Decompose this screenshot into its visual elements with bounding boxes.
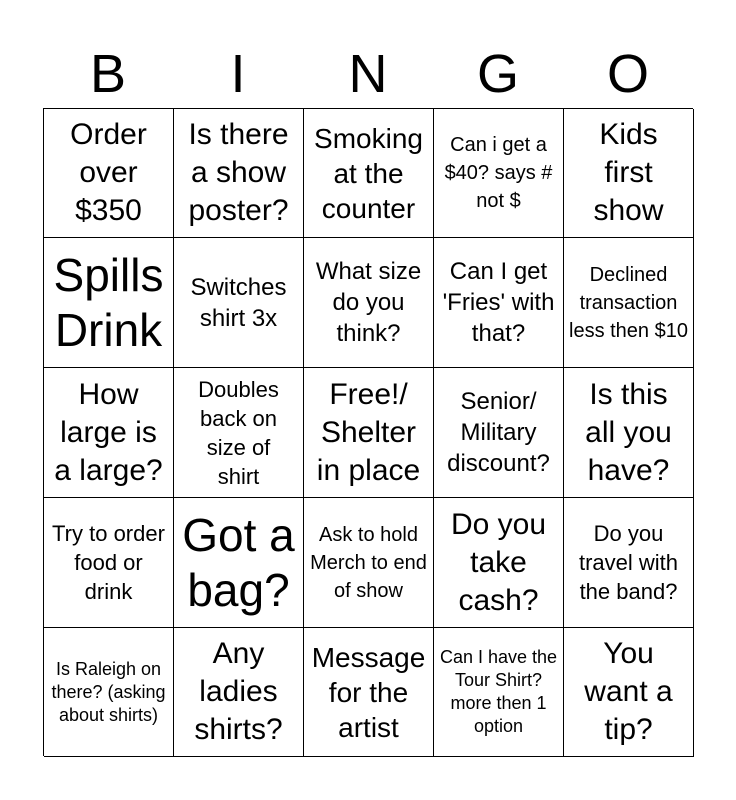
bingo-cell[interactable] — [44, 368, 174, 498]
cell-text: Ask to hold Merch to end of show — [310, 523, 427, 602]
cell-text: Is Raleigh on there? (asking about shirts) — [51, 658, 166, 725]
cell-text: Free!/ Shelter in place — [316, 377, 421, 487]
header-letter-n: N — [348, 44, 388, 104]
bingo-board — [43, 108, 693, 756]
bingo-cell[interactable] — [174, 368, 304, 498]
bingo-cell[interactable] — [304, 368, 434, 498]
bingo-cell[interactable] — [564, 109, 694, 238]
header-letter-g: G — [476, 44, 519, 104]
bingo-cell[interactable] — [174, 498, 304, 628]
bingo-cell[interactable] — [434, 498, 564, 628]
bingo-cell[interactable] — [304, 109, 434, 238]
bingo-cell[interactable] — [304, 238, 434, 368]
cell-text: Declined transaction less then $10 — [569, 263, 688, 342]
cell-text: Message for the artist — [311, 641, 426, 743]
cell-text: Is this all you have? — [585, 377, 672, 487]
header-letter-b: B — [89, 44, 127, 104]
bingo-cell[interactable] — [44, 238, 174, 368]
bingo-cell[interactable] — [434, 109, 564, 238]
cell-text: Doubles back on size of shirt — [198, 376, 279, 489]
bingo-cell[interactable] — [174, 628, 304, 757]
cell-text: Do you take cash? — [450, 507, 547, 617]
bingo-cell[interactable] — [434, 238, 564, 368]
bingo-cell[interactable] — [564, 368, 694, 498]
bingo-cell[interactable] — [304, 498, 434, 628]
bingo-cell[interactable] — [564, 238, 694, 368]
cell-text: Kids first show — [593, 118, 664, 227]
cell-text: Got a bag? — [182, 508, 295, 616]
bingo-cell[interactable] — [44, 109, 174, 238]
cell-text: Is there a show poster? — [188, 118, 289, 227]
bingo-cell[interactable] — [174, 238, 304, 368]
cell-text: Try to order food or drink — [52, 521, 165, 604]
bingo-cell[interactable] — [304, 628, 434, 757]
cell-text: Any ladies shirts? — [194, 637, 283, 746]
bingo-cell[interactable] — [434, 368, 564, 498]
cell-text: What size do you think? — [315, 258, 422, 347]
cell-text: Senior/ Military discount? — [447, 388, 550, 477]
cell-text: Order over $350 — [70, 118, 147, 227]
cell-text: Switches shirt 3x — [190, 273, 287, 332]
cell-text: Can I have the Tour Shirt? more then 1 option — [439, 647, 558, 736]
bingo-cell[interactable] — [434, 628, 564, 757]
cell-text: Smoking at the counter — [314, 122, 423, 224]
cell-text: You want a tip? — [584, 637, 673, 746]
bingo-cell[interactable] — [44, 628, 174, 757]
bingo-cell[interactable] — [44, 498, 174, 628]
bingo-cell[interactable] — [174, 109, 304, 238]
cell-text: How large is a large? — [54, 377, 163, 487]
bingo-header — [43, 40, 693, 108]
cell-text: Can I get 'Fries' with that? — [442, 258, 555, 347]
bingo-cell[interactable] — [564, 628, 694, 757]
bingo-cell[interactable] — [564, 498, 694, 628]
cell-text: Spills Drink — [53, 248, 164, 356]
header-letter-i: I — [230, 44, 246, 104]
header-letter-o: O — [606, 44, 649, 104]
cell-text: Can i get a $40? says # not $ — [444, 134, 553, 212]
cell-text: Do you travel with the band? — [578, 521, 679, 604]
